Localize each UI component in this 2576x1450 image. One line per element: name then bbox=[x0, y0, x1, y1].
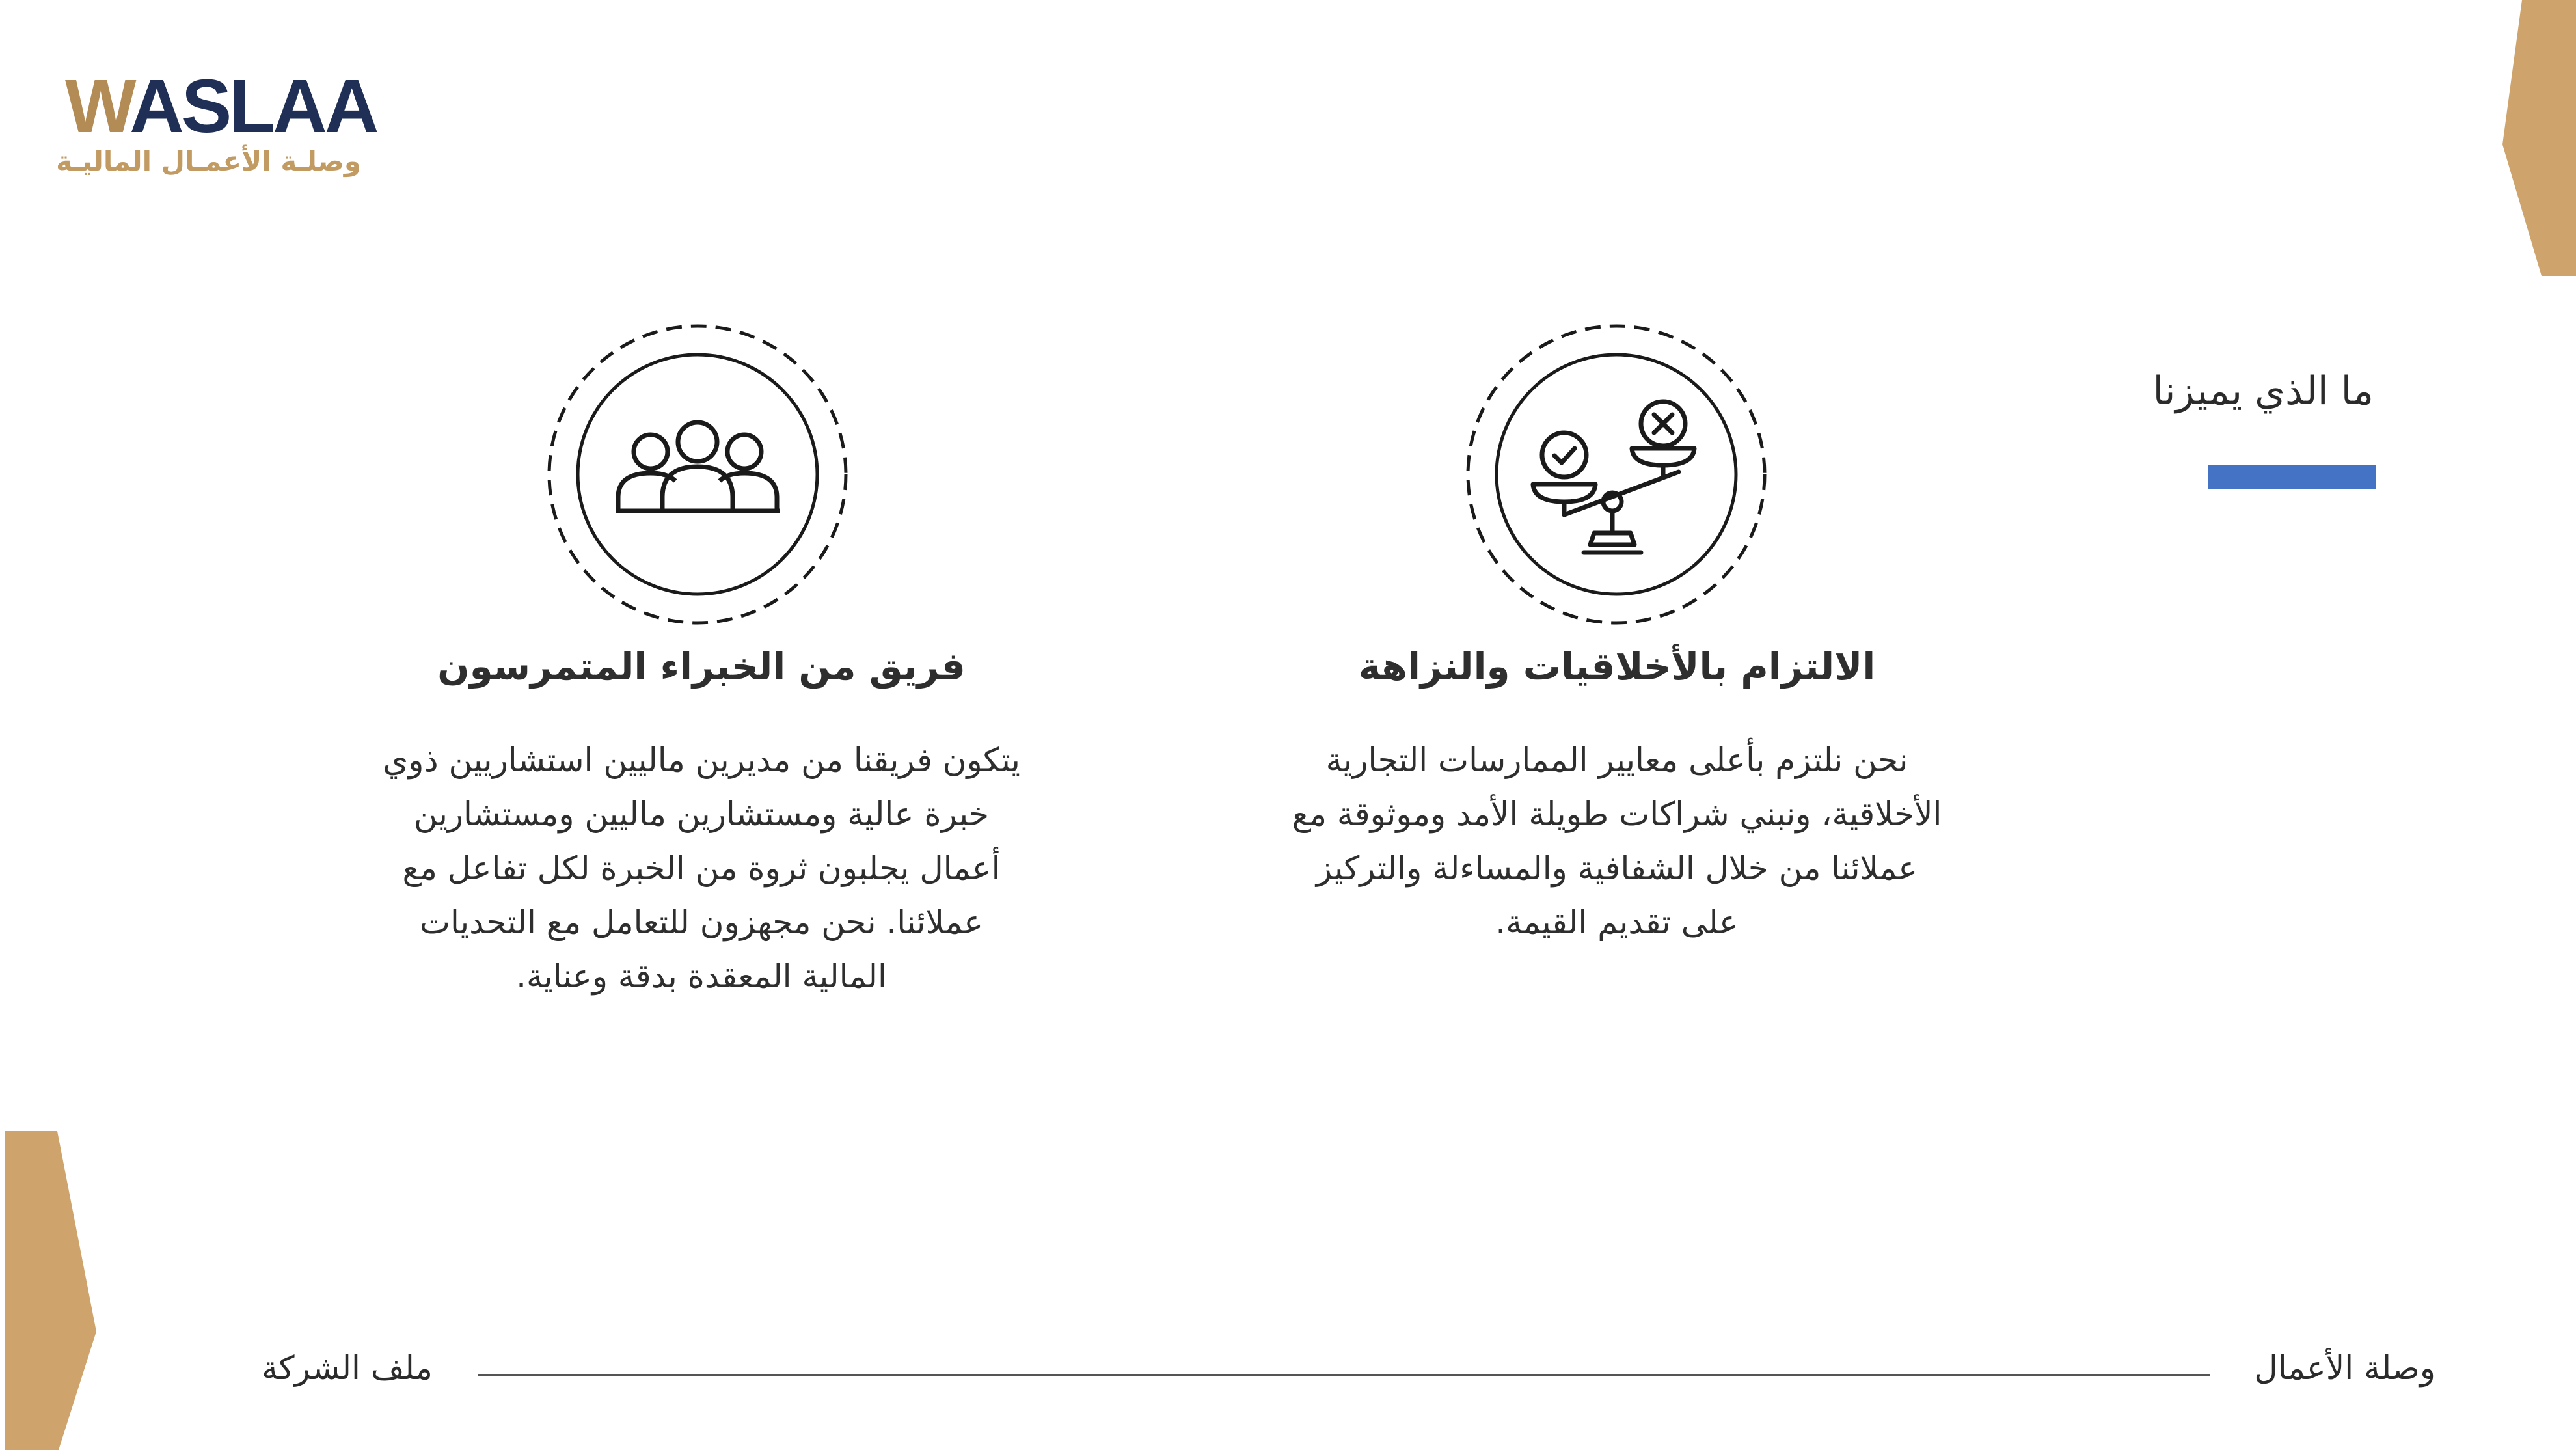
logo-wordmark bbox=[65, 64, 377, 148]
logo-tagline: وصلـة الأعمـال الماليـة bbox=[56, 145, 361, 177]
section-title: ما الذي يميزنا bbox=[2152, 368, 2374, 414]
balance-scale-icon bbox=[1460, 318, 1772, 631]
company-logo bbox=[56, 64, 377, 185]
section-title-underline bbox=[2208, 465, 2376, 489]
logo-wordmark-rest: ASLAA bbox=[129, 64, 377, 148]
footer-divider bbox=[478, 1374, 2210, 1376]
feature-title-ethics: الالتزام بالأخلاقيات والنزاهة bbox=[1358, 644, 1876, 689]
footer-document-label: ملف الشركة bbox=[262, 1349, 433, 1387]
feature-body-team: يتكون فريقنا من مديرين ماليين استشاريين ذوي خبرة عالية ومستشارين ماليين ومستشارين أعمال يجلبون ثروة من الخبرة لكل تفاعل مع عملائنا. نحن مجهزون للتعامل مع التحديات المالية المعقدة بدقة وعناية. bbox=[383, 741, 1020, 995]
feature-body-ethics: نحن نلتزم بأعلى معايير الممارسات التجارية الأخلاقية، ونبني شراكات طويلة الأمد وموثوقة مع عملائنا من خلال الشفافية والمساءلة والتركيز على تقديم القيمة. bbox=[1292, 741, 1942, 941]
logo-wordmark-w: W bbox=[65, 64, 130, 148]
feature-title-team: فريق من الخبراء المتمرسون bbox=[437, 644, 966, 689]
team-group-icon bbox=[541, 318, 854, 631]
top-right-gold-shape bbox=[2502, 0, 2576, 276]
footer-brand-name: وصلة الأعمال bbox=[2254, 1349, 2435, 1387]
bottom-left-gold-shape bbox=[0, 1131, 98, 1450]
